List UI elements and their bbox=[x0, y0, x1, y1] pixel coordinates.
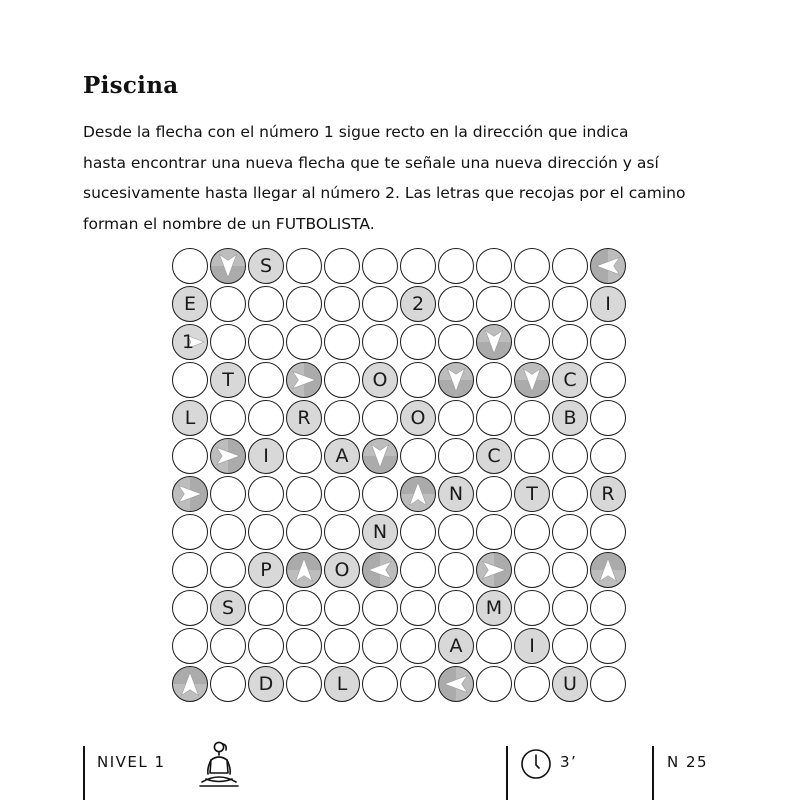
arrow-cell bbox=[172, 476, 208, 512]
empty-cell bbox=[210, 286, 246, 322]
arrow-right-icon bbox=[477, 553, 511, 587]
empty-cell bbox=[400, 552, 436, 588]
letter-cell bbox=[438, 628, 474, 664]
letter-cell bbox=[248, 438, 284, 474]
empty-cell bbox=[248, 400, 284, 436]
empty-cell bbox=[476, 286, 512, 322]
empty-cell bbox=[210, 476, 246, 512]
cell-letter: I bbox=[263, 445, 269, 467]
number-cell bbox=[400, 286, 436, 322]
letter-cell bbox=[210, 590, 246, 626]
letter-cell bbox=[362, 514, 398, 550]
arrow-up-icon bbox=[591, 553, 625, 587]
meditation-figure-icon bbox=[196, 738, 242, 790]
empty-cell bbox=[438, 590, 474, 626]
empty-cell bbox=[438, 552, 474, 588]
empty-cell bbox=[286, 324, 322, 360]
cell-letter: N bbox=[448, 483, 464, 505]
empty-cell bbox=[438, 324, 474, 360]
arrow-left-icon bbox=[591, 249, 625, 283]
cell-letter: B bbox=[563, 407, 577, 429]
empty-cell bbox=[590, 400, 626, 436]
empty-cell bbox=[590, 590, 626, 626]
arrow-left-icon bbox=[439, 667, 473, 701]
empty-cell bbox=[476, 666, 512, 702]
instructions-line-3: sucesivamente hasta llegar al número 2. Las letras que recojas por el camino bbox=[83, 184, 686, 202]
empty-cell bbox=[552, 476, 588, 512]
empty-cell bbox=[362, 400, 398, 436]
letter-cell bbox=[438, 476, 474, 512]
empty-cell bbox=[514, 400, 550, 436]
cell-letter: D bbox=[258, 673, 274, 695]
instructions-line-4: forman el nombre de un FUTBOLISTA. bbox=[83, 214, 375, 233]
empty-cell bbox=[172, 362, 208, 398]
letter-cell bbox=[590, 476, 626, 512]
cell-letter: O bbox=[334, 559, 350, 581]
puzzle-number: N 25 bbox=[667, 753, 709, 771]
letter-cell bbox=[172, 286, 208, 322]
puzzle-grid bbox=[172, 248, 628, 704]
cell-letter: T bbox=[222, 369, 234, 391]
empty-cell bbox=[210, 324, 246, 360]
letter-cell bbox=[324, 438, 360, 474]
clock-icon bbox=[520, 748, 552, 780]
empty-cell bbox=[400, 248, 436, 284]
empty-cell bbox=[210, 666, 246, 702]
empty-cell bbox=[514, 438, 550, 474]
empty-cell bbox=[248, 590, 284, 626]
empty-cell bbox=[172, 438, 208, 474]
cell-letter: S bbox=[259, 255, 273, 277]
empty-cell bbox=[476, 248, 512, 284]
empty-cell bbox=[210, 628, 246, 664]
footer-divider bbox=[652, 746, 654, 800]
empty-cell bbox=[400, 628, 436, 664]
arrow-cell bbox=[438, 666, 474, 702]
letter-cell bbox=[514, 476, 550, 512]
empty-cell bbox=[248, 476, 284, 512]
empty-cell bbox=[590, 666, 626, 702]
arrow-cell bbox=[476, 324, 512, 360]
arrow-cell bbox=[590, 552, 626, 588]
cell-number: 1 bbox=[182, 331, 195, 353]
empty-cell bbox=[552, 248, 588, 284]
empty-cell bbox=[476, 400, 512, 436]
empty-cell bbox=[248, 324, 284, 360]
instructions-line-1: Desde la flecha con el número 1 sigue recto en la dirección que indica bbox=[83, 123, 629, 141]
empty-cell bbox=[514, 552, 550, 588]
cell-letter: E bbox=[183, 293, 196, 315]
number-cell bbox=[172, 324, 208, 360]
empty-cell bbox=[324, 628, 360, 664]
cell-letter: L bbox=[184, 407, 196, 429]
arrow-cell bbox=[400, 476, 436, 512]
cell-letter: N bbox=[372, 521, 388, 543]
cell-letter: R bbox=[297, 407, 311, 429]
empty-cell bbox=[324, 324, 360, 360]
empty-cell bbox=[514, 248, 550, 284]
letter-cell bbox=[324, 666, 360, 702]
empty-cell bbox=[514, 666, 550, 702]
empty-cell bbox=[286, 514, 322, 550]
empty-cell bbox=[400, 590, 436, 626]
empty-cell bbox=[248, 514, 284, 550]
empty-cell bbox=[514, 590, 550, 626]
empty-cell bbox=[172, 590, 208, 626]
empty-cell bbox=[400, 324, 436, 360]
empty-cell bbox=[362, 248, 398, 284]
empty-cell bbox=[476, 628, 512, 664]
footer bbox=[0, 738, 800, 800]
empty-cell bbox=[552, 552, 588, 588]
letter-cell bbox=[248, 248, 284, 284]
letter-cell bbox=[552, 400, 588, 436]
cell-letter: L bbox=[336, 673, 348, 695]
empty-cell bbox=[476, 362, 512, 398]
empty-cell bbox=[552, 628, 588, 664]
cell-letter: O bbox=[372, 369, 388, 391]
cell-number: 2 bbox=[411, 293, 425, 315]
letter-cell bbox=[514, 628, 550, 664]
empty-cell bbox=[286, 476, 322, 512]
cell-letter: A bbox=[335, 445, 349, 467]
arrow-down-icon bbox=[477, 325, 511, 359]
empty-cell bbox=[324, 286, 360, 322]
empty-cell bbox=[552, 286, 588, 322]
empty-cell bbox=[590, 362, 626, 398]
empty-cell bbox=[324, 590, 360, 626]
empty-cell bbox=[210, 400, 246, 436]
empty-cell bbox=[552, 590, 588, 626]
footer-divider bbox=[83, 746, 85, 800]
empty-cell bbox=[400, 514, 436, 550]
arrow-cell bbox=[590, 248, 626, 284]
cell-letter: M bbox=[485, 597, 503, 619]
empty-cell bbox=[324, 362, 360, 398]
empty-cell bbox=[476, 476, 512, 512]
empty-cell bbox=[438, 514, 474, 550]
empty-cell bbox=[590, 628, 626, 664]
arrow-down-icon bbox=[515, 363, 549, 397]
empty-cell bbox=[324, 514, 360, 550]
empty-cell bbox=[362, 628, 398, 664]
letter-cell bbox=[552, 666, 588, 702]
empty-cell bbox=[476, 514, 512, 550]
empty-cell bbox=[172, 628, 208, 664]
empty-cell bbox=[590, 324, 626, 360]
empty-cell bbox=[362, 666, 398, 702]
empty-cell bbox=[210, 552, 246, 588]
letter-cell bbox=[590, 286, 626, 322]
empty-cell bbox=[286, 666, 322, 702]
arrow-right-icon bbox=[173, 477, 207, 511]
cell-letter: A bbox=[449, 635, 463, 657]
cell-letter: C bbox=[487, 445, 501, 467]
page-title: Piscina bbox=[83, 72, 179, 99]
cell-letter: S bbox=[221, 597, 235, 619]
cell-letter: I bbox=[529, 635, 535, 657]
empty-cell bbox=[552, 514, 588, 550]
arrow-up-icon bbox=[287, 553, 321, 587]
empty-cell bbox=[552, 438, 588, 474]
empty-cell bbox=[324, 476, 360, 512]
empty-cell bbox=[552, 324, 588, 360]
cell-letter: P bbox=[260, 559, 272, 581]
arrow-right-icon bbox=[211, 439, 245, 473]
arrow-cell bbox=[362, 438, 398, 474]
letter-cell bbox=[248, 552, 284, 588]
empty-cell bbox=[324, 400, 360, 436]
arrow-cell bbox=[210, 438, 246, 474]
cell-letter: T bbox=[526, 483, 538, 505]
letter-cell bbox=[400, 400, 436, 436]
empty-cell bbox=[248, 628, 284, 664]
cell-letter: I bbox=[605, 293, 611, 315]
letter-cell bbox=[362, 362, 398, 398]
empty-cell bbox=[362, 476, 398, 512]
letter-cell bbox=[476, 590, 512, 626]
letter-cell bbox=[248, 666, 284, 702]
letter-cell bbox=[476, 438, 512, 474]
arrow-down-icon bbox=[439, 363, 473, 397]
cell-letter: C bbox=[563, 369, 577, 391]
arrow-down-icon bbox=[363, 439, 397, 473]
empty-cell bbox=[324, 248, 360, 284]
arrow-up-icon bbox=[401, 477, 435, 511]
empty-cell bbox=[286, 286, 322, 322]
arrow-cell bbox=[476, 552, 512, 588]
arrow-down-icon bbox=[211, 249, 245, 283]
cell-letter: O bbox=[410, 407, 426, 429]
empty-cell bbox=[400, 438, 436, 474]
empty-cell bbox=[286, 590, 322, 626]
letter-cell bbox=[552, 362, 588, 398]
arrow-cell bbox=[362, 552, 398, 588]
empty-cell bbox=[514, 286, 550, 322]
instructions bbox=[83, 117, 723, 239]
instructions-line-2: hasta encontrar una nueva flecha que te señale una nueva dirección y así bbox=[83, 153, 659, 172]
empty-cell bbox=[514, 514, 550, 550]
arrow-cell bbox=[172, 666, 208, 702]
arrow-right-icon bbox=[287, 363, 321, 397]
time-label: 3’ bbox=[560, 753, 578, 771]
empty-cell bbox=[286, 628, 322, 664]
letter-cell bbox=[324, 552, 360, 588]
level-label: NIVEL 1 bbox=[97, 753, 166, 771]
empty-cell bbox=[362, 324, 398, 360]
empty-cell bbox=[362, 286, 398, 322]
cell-letter: U bbox=[563, 673, 577, 695]
arrow-cell bbox=[286, 362, 322, 398]
arrow-cell bbox=[210, 248, 246, 284]
empty-cell bbox=[438, 438, 474, 474]
footer-divider bbox=[506, 746, 508, 800]
arrow-cell bbox=[286, 552, 322, 588]
empty-cell bbox=[438, 248, 474, 284]
letter-cell bbox=[286, 400, 322, 436]
arrow-cell bbox=[438, 362, 474, 398]
empty-cell bbox=[400, 666, 436, 702]
empty-cell bbox=[590, 438, 626, 474]
cell-letter: R bbox=[601, 483, 615, 505]
letter-cell bbox=[210, 362, 246, 398]
empty-cell bbox=[400, 362, 436, 398]
empty-cell bbox=[210, 514, 246, 550]
empty-cell bbox=[514, 324, 550, 360]
empty-cell bbox=[248, 362, 284, 398]
empty-cell bbox=[362, 590, 398, 626]
empty-cell bbox=[172, 248, 208, 284]
letter-cell bbox=[172, 400, 208, 436]
empty-cell bbox=[438, 400, 474, 436]
arrow-up-icon bbox=[173, 667, 207, 701]
arrow-left-icon bbox=[363, 553, 397, 587]
arrow-cell bbox=[514, 362, 550, 398]
empty-cell bbox=[172, 552, 208, 588]
empty-cell bbox=[172, 514, 208, 550]
empty-cell bbox=[248, 286, 284, 322]
empty-cell bbox=[286, 438, 322, 474]
empty-cell bbox=[286, 248, 322, 284]
empty-cell bbox=[438, 286, 474, 322]
empty-cell bbox=[590, 514, 626, 550]
